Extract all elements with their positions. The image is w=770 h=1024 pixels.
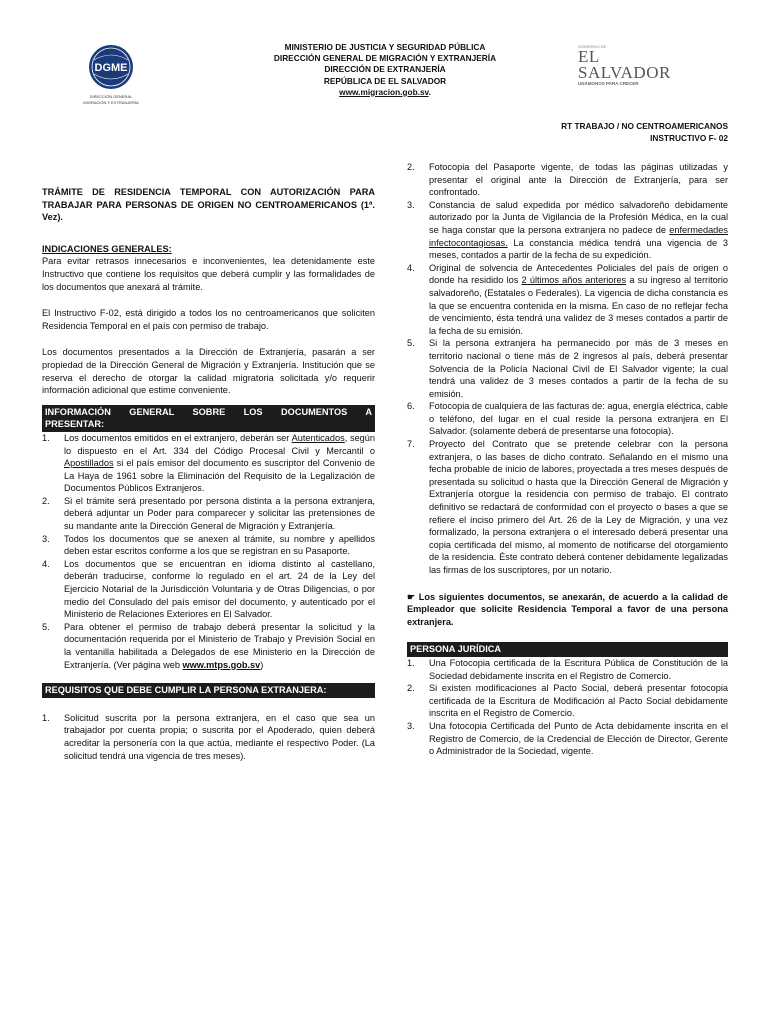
list-number: 3.: [42, 533, 50, 544]
list-text: Los documentos emitidos en el extranjero, deberán ser: [64, 432, 292, 443]
list-text-underlined: enfermedades infectocontagiosas.: [429, 224, 728, 248]
dgme-logo-icon: [72, 40, 150, 108]
list-text: Si el trámite será presentado por persona distinta a la persona extranjera, deberá adjuntar un Poder para comparecer y solicitar las pretensiones de su mandante ante la Dirección General de Migración y Extranjería.: [64, 495, 375, 532]
list-number: 5.: [407, 338, 415, 349]
legal-entity-bar: [407, 642, 728, 657]
list-item: [407, 262, 728, 338]
list-item: [42, 558, 375, 621]
document-title: TRÁMITE DE RESIDENCIA TEMPORAL CON AUTORIZACIÓN PARA TRABAJAR PARA PERSONAS DE ORIGEN NO CENTROAMERICANOS (1ª. Vez).: [42, 187, 375, 223]
list-item: [407, 657, 728, 682]
list-text: a su ingreso al territorio salvadoreño, (Estatales o Federales). La vigencia de dicha constancia es la que se encuentra contenida en la misma. En caso de no reflejar fecha de vencimiento, ésta tendrá una validez de 3 meses contados a partir de la fecha de su emisión.: [429, 275, 728, 336]
list-text: Una fotocopia Certificada del Punto de Acta debidamente inscrita en el Registro de Comercio, de la Credencial de Elección de Director, Gerente o Administrador de la Sociedad, vigente.: [429, 720, 728, 757]
legal-entity-bar-label: PERSONA JURÍDICA: [410, 644, 502, 655]
dgme-caption-1: DIRECCIÓN GENERAL: [89, 94, 133, 99]
list-number: 2.: [407, 683, 415, 694]
requirements-bar-label: REQUISITOS QUE DEBE CUMPLIR LA PERSONA EXTRANJERA:: [45, 685, 327, 696]
list-number: 7.: [407, 439, 415, 450]
list-number: 3.: [407, 199, 415, 210]
header-line-direction: DIRECCIÓN DE EXTRANJERÍA: [324, 64, 446, 75]
list-item: [407, 337, 728, 400]
general-info-bar: [42, 405, 375, 432]
list-item: [42, 432, 375, 495]
list-item: [42, 712, 375, 762]
employer-note-text: Los siguientes documentos, se anexarán, de acuerdo a la calidad de Empleador que solicite Residencia Temporal a favor de una persona extranjera.: [407, 591, 728, 627]
documents-property-text: Los documentos presentados a la Dirección de Extranjería, pasarán a ser propiedad de la Dirección General de Migración y Extranjería. Institución que se reserva el derecho de otorgar la calidad migratoria solicitada y/o requerir información adicional que estime conveniente.: [42, 347, 375, 396]
right-column: [407, 161, 728, 758]
list-number: 1.: [42, 712, 50, 723]
list-number: 3.: [407, 720, 415, 731]
dgme-caption-2: MIGRACIÓN Y EXTRANJERÍA: [83, 100, 139, 105]
list-item: [407, 199, 728, 262]
list-text: Si existen modificaciones al Pacto Social, deberá presentar fotocopia certificada de la Escritura de Modificación al Pacto Social debidamente inscrita en el Registro de Comercio.: [429, 683, 728, 719]
reference-line-1: RT TRABAJO / NO CENTROAMERICANOS: [561, 121, 728, 131]
el-salvador-logo: [578, 44, 688, 84]
list-text: Solicitud suscrita por la persona extranjera, en el caso que sea un trabajador por cuenta propia; o suscrita por el Apoderado, quien deberá acreditar la personería con la que actúa, mediante el respectivo Poder. (La solicitud tendrá una vigencia de tres meses).: [64, 712, 375, 761]
list-item: [42, 495, 375, 533]
list-number: 4.: [42, 558, 50, 569]
requirements-bar: [42, 683, 375, 698]
list-text: Proyecto del Contrato que se pretende celebrar con la persona extranjera, o las bases de dicho contrato. Señalando en el mismo una fecha probable de inicio de labores, proyectada a tres meses después de presentada su solicitud o hasta que la Dirección General de Migración y Extranjería otorgue la residencia con permiso de trabajo. El contrato definitivo se redactará de conformidad con el proyecto o bases a que se refiere el inciso primero del Art. 26 de la Ley de Migración, y una vez formalizado, la persona extranjera o el interesado deberá presentar una copia certificada del mismo, al momento de notificarse del otorgamiento de la residencia. Éste contrato deberá contener debidamente legalizadas las firmas de los suscriptores, por un notario.: [429, 439, 728, 575]
mtps-link[interactable]: www.mtps.gob.sv: [182, 659, 261, 670]
list-text-underlined: Autenticados: [291, 432, 345, 443]
general-info-bar-line2: PRESENTAR:: [45, 419, 105, 430]
list-item: [407, 400, 728, 438]
list-text: si el país emisor del documento es suscriptor del Convenio de La Haya de 1961 sobre la Eliminación del Requisito de la Legalización de Documentos Públicos Extranjeros.: [64, 458, 375, 494]
list-number: 5.: [42, 621, 50, 632]
general-indications-text: Para evitar retrasos innecesarios e inconvenientes, lea detenidamente este Instructivo que contiene los requisitos que deberá cumplir y las formalidades de los documentos que anexará al trámite.: [42, 256, 375, 292]
sv-logo-tagline: UNÁMONOS PARA CRECER: [578, 81, 639, 86]
list-text: Fotocopia del Pasaporte vigente, de todas las páginas utilizadas y presentar el original ante la Dirección de Extranjería, para ser confrontado.: [429, 162, 728, 198]
list-text: ): [260, 659, 264, 670]
letterhead: [200, 42, 570, 98]
list-text: La constancia médica tendrá una vigencia de 3 meses, contados a partir de la fecha de su expedición.: [429, 237, 728, 261]
document-reference: [561, 121, 728, 144]
list-number: 2.: [42, 495, 50, 506]
list-item: [42, 621, 375, 671]
dgme-logo-text: DGME: [94, 62, 128, 74]
list-number: 1.: [42, 432, 50, 443]
general-indications-heading: INDICACIONES GENERALES:: [42, 243, 172, 254]
list-number: 6.: [407, 401, 415, 412]
pointing-hand-icon: ☛: [407, 591, 416, 602]
website-suffix: .: [428, 86, 431, 97]
list-text: Una Fotocopia certificada de la Escritura Pública de Constitución de la Sociedad debidamente inscrita en el Registro de Comercio.: [429, 657, 728, 681]
list-text-underlined: 2 últimos años anteriores: [521, 275, 627, 286]
requirements-list: [42, 712, 375, 762]
website-link[interactable]: www.migracion.gob.sv: [339, 86, 429, 97]
legal-entity-list: [407, 657, 728, 758]
header-line-ministry: MINISTERIO DE JUSTICIA Y SEGURIDAD PÚBLICA: [284, 42, 486, 52]
list-item: [407, 682, 728, 720]
list-text: Los documentos que se encuentran en idioma distinto al castellano, deberán traducirse, conforme lo regulado en el art. 24 de la Ley del Ejercicio Notarial de la Jurisdicción Voluntaria y de Otras Diligencias, o por medio del Consulado del país emisor del documento, y autenticado por el Ministerio de Relaciones Exteriores en El Salvador.: [64, 558, 375, 620]
general-info-list: [42, 432, 375, 671]
sv-logo-name: EL SALVADOR: [578, 47, 671, 82]
list-text: Si la persona extranjera ha permanecido por más de 3 meses en territorio nacional o tiene más de 2 ingresos al país, deberá presentar Solvencia de la Policía Nacional Civil de El Salvador vigente; la cual tendrá una validez de 3 meses contados a partir de la fecha de su emisión.: [429, 338, 728, 399]
list-text: Constancia de salud expedida por médico salvadoreño debidamente autorizado por la Junta de Vigilancia de la Profesión Médica, en la cual se haga constar que la persona extranjera no padece de: [429, 199, 728, 235]
list-item: [42, 533, 375, 558]
reference-line-2: INSTRUCTIVO F- 02: [650, 132, 728, 143]
list-number: 4.: [407, 262, 415, 273]
header-line-dgme: DIRECCIÓN GENERAL DE MIGRACIÓN Y EXTRANJERÍA: [273, 53, 497, 64]
list-text: , según lo dispuesto en el Art. 334 del Código Procesal Civil y Mercantil o: [64, 432, 376, 456]
left-column: [42, 186, 375, 762]
list-item: [407, 161, 728, 199]
list-text: Original de solvencia de Antecedentes Policiales del país de origen o donde ha residido los: [429, 262, 728, 286]
instructive-scope-text: El Instructivo F-02, está dirigido a todos los no centroamericanos que soliciten Residencia Temporal en el país con permiso de trabajo.: [42, 308, 375, 331]
general-info-bar-line1: INFORMACIÓN GENERAL SOBRE LOS DOCUMENTOS A: [45, 406, 372, 417]
list-text: Todos los documentos que se anexen al trámite, su nombre y apellidos deben estar escritos conforme a los que se registran en su Pasaporte.: [64, 533, 375, 557]
list-text-underlined: Apostillados: [64, 458, 114, 469]
list-text: Fotocopia de cualquiera de las facturas de: agua, energía eléctrica, cable o teléfono, del lugar en el cual reside la persona extranjera en El Salvador. (solamente deberá de presentarse una fotocopia).: [429, 401, 728, 437]
employer-note: [407, 591, 728, 629]
requirements-list-continued: [407, 161, 728, 577]
list-text: Para obtener el permiso de trabajo deberá presentar la solicitud y la documentación requerida por el Ministerio de Trabajo y Previsión Social en la ventanilla habilitada a Delegados de ese Ministerio en la Dirección de Extranjería. (Ver página web: [64, 621, 375, 670]
sv-logo-small: GOBIERNO DE: [578, 44, 607, 49]
list-number: 2.: [407, 162, 415, 172]
list-item: [407, 720, 728, 758]
list-number: 1.: [407, 657, 415, 668]
list-item: [407, 438, 728, 577]
header-line-country: REPÚBLICA DE EL SALVADOR: [323, 75, 447, 86]
